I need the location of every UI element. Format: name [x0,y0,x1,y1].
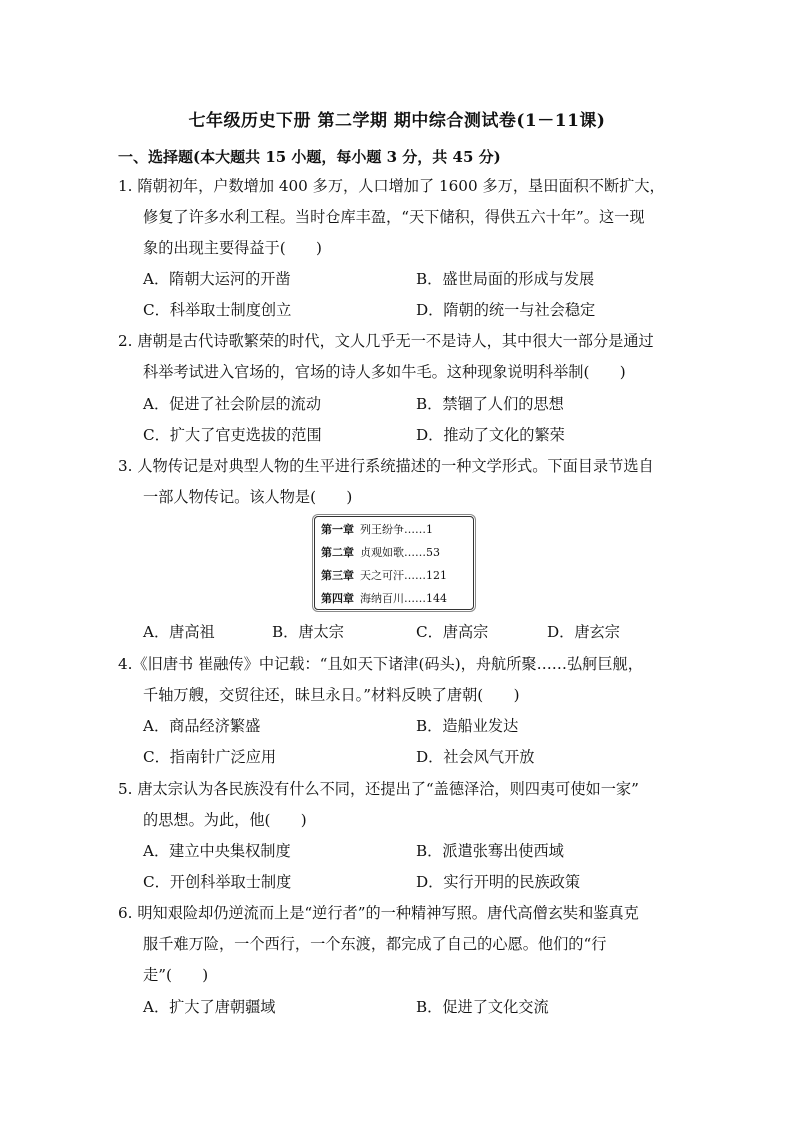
question-line: 象的出现主要得益于( ) [143,239,322,257]
option-d[interactable]: D．隋朝的统一与社会稳定 [416,301,596,319]
table-of-contents-box [314,516,474,610]
option-a[interactable]: A．扩大了唐朝疆域 [143,998,276,1016]
question-line: 的思想。为此，他( ) [143,811,307,829]
option-c[interactable]: C．指南针广泛应用 [143,748,277,766]
option-b[interactable]: B．促进了文化交流 [416,998,549,1016]
toc-entry: 天之可汗……121 [360,569,447,582]
question-line: 6. 明知艰险却仍逆流而上是“逆行者”的一种精神写照。唐代高僧玄奘和鉴真克 [118,904,639,922]
toc-entry: 列王纷争……1 [360,523,433,536]
question-line: 修复了许多水利工程。当时仓库丰盈，“天下储积，得供五六十年”。这一现 [143,208,645,226]
toc-entry: 贞观如歌……53 [360,546,440,559]
toc-chapter: 第一章 [321,523,354,536]
toc-row [321,590,447,606]
question-line: 3. 人物传记是对典型人物的生平进行系统描述的一种文学形式。下面目录节选自 [118,457,654,475]
section-heading: 一、选择题(本大题共 15 小题，每小题 3 分，共 45 分) [118,148,501,166]
question-line: 千轴万艘，交贸往还，昧旦永日。”材料反映了唐朝( ) [143,686,520,704]
question-line: 5. 唐太宗认为各民族没有什么不同，还提出了“盖德泽洽，则四夷可使如一家” [118,780,639,798]
option-a[interactable]: A．隋朝大运河的开凿 [143,270,291,288]
page-title: 七年级历史下册 第二学期 期中综合测试卷(1－11课) [188,111,606,131]
toc-chapter: 第四章 [321,592,354,605]
option-a[interactable]: A．唐高祖 [143,623,215,641]
option-d[interactable]: D．社会风气开放 [416,748,535,766]
question-line: 2. 唐朝是古代诗歌繁荣的时代，文人几乎无一不是诗人，其中很大一部分是通过 [118,332,654,350]
question-line: 4.《旧唐书 崔融传》中记载：“且如天下诸津(码头)，舟航所聚……弘舸巨舰， [118,655,643,673]
option-b[interactable]: B．造船业发达 [416,717,519,735]
toc-chapter: 第三章 [321,569,354,582]
option-c[interactable]: C．唐高宗 [416,623,489,641]
toc-row [321,521,433,537]
option-c[interactable]: C．科举取士制度创立 [143,301,292,319]
toc-chapter: 第二章 [321,546,354,559]
question-line: 1. 隋朝初年，户数增加 400 多万，人口增加了 1600 多万，垦田面积不断扩大， [118,177,665,195]
question-line: 走”( ) [143,966,209,984]
option-d[interactable]: D．推动了文化的繁荣 [416,426,565,444]
option-d[interactable]: D．唐玄宗 [547,623,620,641]
option-c[interactable]: C．开创科举取士制度 [143,873,292,891]
toc-row [321,544,440,560]
question-line: 科举考试进入官场的，官场的诗人多如牛毛。这种现象说明科举制( ) [143,363,626,381]
option-d[interactable]: D．实行开明的民族政策 [416,873,581,891]
toc-entry: 海纳百川……144 [360,592,447,605]
option-a[interactable]: A．商品经济繁盛 [143,717,261,735]
option-b[interactable]: B．派遣张骞出使西域 [416,842,564,860]
option-c[interactable]: C．扩大了官吏选拔的范围 [143,426,322,444]
question-line: 服千难万险，一个西行，一个东渡，都完成了自己的心愿。他们的“行 [143,935,607,953]
option-a[interactable]: A．建立中央集权制度 [143,842,291,860]
option-a[interactable]: A．促进了社会阶层的流动 [143,395,322,413]
option-b[interactable]: B．禁锢了人们的思想 [416,395,564,413]
option-b[interactable]: B．盛世局面的形成与发展 [416,270,595,288]
question-line: 一部人物传记。该人物是( ) [143,488,353,506]
option-b[interactable]: B．唐太宗 [272,623,344,641]
toc-row [321,567,447,583]
